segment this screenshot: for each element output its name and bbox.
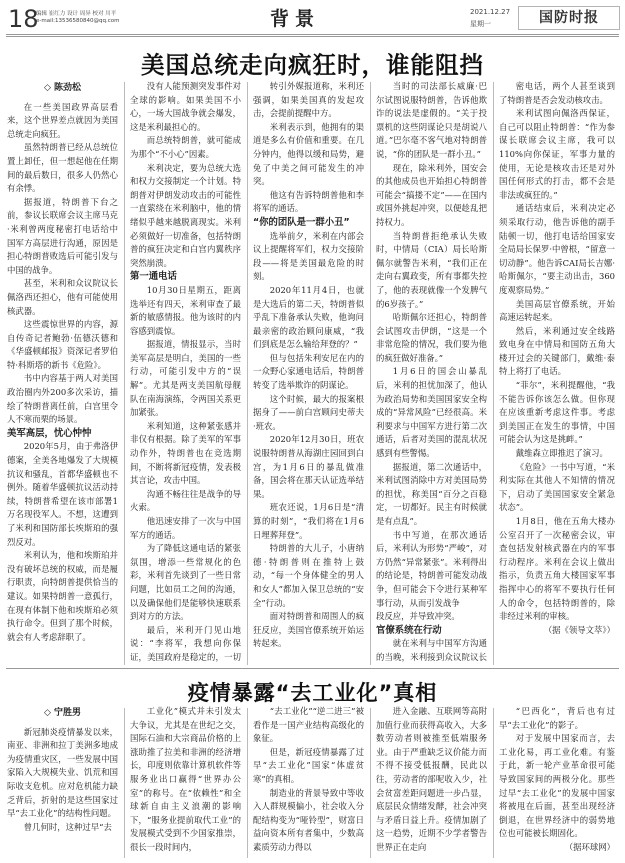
article1-subhead-1: 美军高层，忧心忡忡 [7, 427, 92, 439]
paragraph: 对于发展中国家而言，去工业化易，再工业化难。有鉴于此，新一轮产业革命很可能导致国家间的两极分化。那些过早“去工业化”的发展中国家将被甩在后面，甚至出现经济倒退，在世界经济中的弱势地位也可能被长期固化。 [499, 733, 615, 839]
article2-column-4 [376, 705, 487, 861]
paragraph: 为了降低这通电话的紧张氛围，增添一些常规化的色彩，米利首先谈到了一些日常问题，比如员工之间的沟通，以及确保他们是能够快速联系到对方的方法。 [130, 543, 241, 622]
paragraph: 米利认为，他和埃斯珀并没有破坏总统的权威，而是履行职责，向特朗普提供恰当的建议。如果特朗普一意孤行，在现有体制下他和埃斯珀必须执行命令。但到了那个时候，就会有人考虑辞职了。 [7, 550, 118, 642]
paragraph: 米利试图向佩洛西保证，自己可以阻止特朗普：“作为参谋长联席会议主席，我可以110%向你保证，军事力量的使用，无论是核攻击还是对外国任何形式的打击，都不会是非法或疯狂的。” [499, 108, 615, 200]
paragraph: 特朗普的大儿子，小唐纳德·特朗普则在推特上鼓动，“每一个身体健全的男人和女人”都加入保卫总统的“安全”行动。 [253, 543, 364, 608]
paper-logo: 国防时报 [518, 6, 620, 30]
paragraph: 2020年5月，由于弗洛伊德案，全美各地爆发了大规模抗议和骚乱，首都华盛顿也不例外。随着华盛顿抗议活动持续，特朗普希望在该市部署1万名现役军人。不想，这遭到了米利和国防部长埃斯珀的强烈反对。 [7, 441, 118, 547]
article2-column-5 [499, 705, 615, 861]
article1-byline: ◇ 陈劲松 [43, 83, 82, 93]
column-divider [493, 82, 494, 665]
column-divider [247, 708, 248, 858]
paragraph: 美国高层官僚系统，开始高速运转起来。 [499, 298, 615, 323]
paragraph: 但与包括朱利安尼在内的一众野心家通电话后，特朗普转变了选举欺诈的阴谋论。 [253, 352, 364, 391]
column-divider [370, 708, 371, 858]
paragraph: 没有人能预测突发事件对全球的影响。如果美国不小心，一场大国战争就会爆发，这是米利最担心的。 [130, 81, 241, 132]
paragraph: 通话结束后，米利决定必须采取行动，他告诉他的副手陆顿一切，他打电话给国家安全局局长保罗·中曾根，“留意一切动静”。他告诉CAI局长吉娜·哈斯佩尔，“要主动出击，360度观察局势。” [499, 203, 615, 295]
article1-column-1 [7, 80, 118, 665]
column-divider [247, 82, 248, 665]
paragraph: 1月6日的国会山暴乱后，米利的担忧加深了，他认为政治局势和美国国家安全构成的“异常风险”已经很高。米利要求与中国军方进行第二次通话，后者对美国的混乱状况感到有些警惕。 [376, 366, 487, 459]
paragraph: 2020年12月30日，班农说服特朗普从海湖庄园回到白宫，为1月6日的暴乱做准备，国会将在那天认证选举结果。 [253, 434, 364, 499]
paragraph: 进入金融、互联网等高附加值行业而获得高收入，大多数劳动者则被推至低端服务业。由于严重缺乏议价能力而不得不接受低报酬，民此以往，劳动者的部呢收入少，社会贫富差距问题进一步凸显，底层民众情绪发酵，社会冲突与矛盾日益上升。疫情加剧了这一趋势，近期不少学者警告世界正在走向 [376, 706, 487, 852]
paragraph: 选举前夕，米利在内部会议上提醒将军们，权力交接阶段——将是美国最危险的时刻。 [253, 230, 364, 282]
column-divider [370, 82, 371, 665]
paragraph: 工业化”模式并未引发太大争议，尤其是在世纪之交，国际石油和大宗商品价格的上涨助推了拉美和非洲的经济增长，印度则依靠计算机软件等服务业出口赢得“世界办公室”的称号。在“依赖性”和全球新自由主义浪潮的影响下，“服务业提前取代工业”的发展模式受到不少国家推崇，很长一段时间内， [130, 706, 241, 852]
article1-column-4-continuation: 段反应，并导致冲突。 [376, 611, 460, 622]
paragraph: 《危险》一书中写道，“米利实际在其他人不知情的情况下，启动了美国国家安全紧急状态”。 [499, 461, 615, 513]
paragraph: 这些震惊世界的内容，源自传奇记者鲍勃·伍德沃德和《华盛顿邮报》资深记者罗伯特·科斯塔的新书《危险》。 [7, 319, 118, 370]
paragraph: 但是，新冠疫情暴露了过早“去工业化”国家“体虚贫寒”的真相。 [253, 746, 364, 784]
paragraph: 而总统特朗普，就可能成为那个“不小心”因素。 [130, 135, 241, 159]
paragraph: 虽然特朗普已经从总统位置上卸任，但一想起他在任期间的最后数日，很多人仍然心有余悸。 [7, 142, 118, 194]
masthead-rule [6, 34, 619, 35]
article1-subhead-2: 第一通电话 [130, 271, 177, 283]
paragraph: “去工业化”“逆二进三”被看作是一国产业结构高级化的象征。 [253, 706, 364, 744]
paragraph: 据报道，特朗普下台之前，参议长联席会议主席马克·米利曾两度秘密打电话给中国军方高层进行沟通，原因是担心特朗普败选后可能引发与中国的战争。 [7, 196, 118, 275]
article1-signature: （据《领导文萃》） [543, 624, 615, 635]
paragraph: 面对特朗普和周围人的疯狂反应，美国官僚系统开始运转起来。 [253, 611, 364, 649]
article1-column-5 [499, 80, 615, 665]
paragraph: 就在米利与中国军方沟通的当晚，米利接到众议院议长 [376, 638, 487, 662]
paragraph: 转引外媒报道称，米利还强调，如果美国真的发起攻击，会提前提醒中方。 [253, 81, 364, 119]
article2-byline: ◇ 宁胜男 [43, 708, 82, 718]
paragraph: 他迅速安排了一次与中国军方的通话。 [130, 516, 241, 540]
article2-signature: （据环球网） [564, 841, 615, 852]
paragraph: 最后，米利开门见山地说：“李将军，我想向你保证，美国政府是稳定的，一切 [130, 624, 241, 662]
issue-weekday: 星期一 [470, 20, 491, 28]
paragraph: 密电话，两个人甚至谈到了特朗普是否会发动核攻击。 [499, 81, 615, 105]
article1-column-4 [376, 80, 487, 665]
paragraph: “菲尔”，米利提醒他，“我不能告诉你该怎么做。但你现在应该重新考虑这件事。考虑到美国正在发生的事情，中国可能会认为这是挑衅。” [499, 380, 615, 445]
paragraph: 制造业的背景导致中等收入人群规模偏小，社会收入分配结构变为“哑铃型”，财富日益向资本所有者集中，少数高素质劳动力得以 [253, 787, 364, 852]
paragraph: 1月8日，他在五角大楼办公室召开了一次秘密会议，审查包括发射核武器在内的军事行动程序。米利在会议上做出指示，负责五角大楼国家军事指挥中心的将军不要执行任何人的命令，包括特朗普的，除非经过米利的审核。 [499, 516, 615, 622]
column-divider [124, 708, 125, 858]
paragraph: 书中写道，在那次通话后，米利认为形势“严峻”，对方仍然“异常紧张”。米利得出的结论是，特朗普可能发动战争，但可能会下令进行某种军事行动，从而引发战争 [376, 529, 487, 608]
paragraph: 这个时候，最大的报案根据身了——前白宫顾问史蒂夫·班农。 [253, 393, 364, 431]
paragraph: 班农还说，1月6日是“清算的时刻”，“我们将在1月6日埋葬拜登”。 [253, 502, 364, 540]
article1-headline: 美国总统走向疯狂时，谁能阻挡 [141, 51, 484, 79]
page-number: 18 [8, 5, 39, 33]
paragraph: 2020年11月4日，也就是大选后的第二天，特朗普似乎乱下准备承认失败，他询问最亲密的政治顾问康威，“我们到底是怎么输给拜登的？” [253, 284, 364, 350]
article1-column-3 [253, 80, 364, 665]
paragraph: 书中内容基于两人对美国政治圈内外200多次采访，描绘了特朗普离任前，白宫里令人不寒而栗的场景。 [7, 373, 118, 425]
article2-column-2 [130, 705, 241, 861]
article2-column-3 [253, 705, 364, 861]
article1-column-2 [130, 80, 241, 665]
article2-column-1 [7, 705, 118, 861]
section-title: 背景 [270, 8, 321, 30]
paragraph: 现在，除米利外，国安会的其他成员也开始担心特朗普可能会“搞搂不定”——在国内或国外挑起冲突，以便趁乱把持权力。 [376, 162, 487, 227]
paragraph: 米利表示到，他拥有的渠道是多么有价值和重要。在几分钟内，他得以缓和局势，避免了中美之间可能发生的冲突。 [253, 121, 364, 187]
paragraph: 新冠肺炎疫情暴发以来，南亚、非洲和拉丁美洲多地成为疫情重灾区，一些发展中国家陷入大规模失业、饥荒和国际收支危机。应对危机能力缺乏背后，折射的是这些国家过早“去工业化”的结构性问题。 [7, 726, 118, 819]
paragraph: 米利决定，要为总统大选和权力交接制定一个计划。特朗普对伊朗发动攻击的可能性一直萦绕在米利脑中，他的情绪似乎越来越脱离现实。米利必须做好一切准备，包括特朗普的疯狂决定和白宫内翼秩序突然崩溃。 [130, 162, 241, 268]
paragraph: 据报道，情报显示，当时美军高层是明白，美国的一些行动，可能引发中方的“误解”。尤其是两支美国航母舰队在南海演练，令两国关系更加紧张。 [130, 339, 241, 418]
paragraph: 哈斯佩尔还担心，特朗普会试图攻击伊朗，“这是一个非常危险的情况，我们要为他的疯狂做好准备。” [376, 312, 487, 363]
paragraph: 米利知道，这种紧张感并非仅有根据。除了美军的军事动作外，特朗普也在竞选期间，不断将新冠疫情，发表极其言论，攻击中国。 [130, 420, 241, 486]
column-divider [493, 708, 494, 858]
article1-subhead-3: “你的团队是一群小丑” [253, 216, 350, 228]
article-separator [6, 668, 619, 669]
paragraph: 他这有告诉特朗普他和李将军的通话。 [253, 189, 364, 214]
article2-headline: 疫情暴露“去工业化”真相 [187, 681, 438, 705]
paragraph: 曾几何时，这种过早“去 [23, 821, 112, 832]
paragraph: 10月30日星期五，距离选举还有四天，米利审查了最新的敏感情报。他为该时的内容感到震惊。 [130, 284, 241, 336]
paragraph: 沟通不畅往往是战争的导火索。 [130, 488, 241, 513]
paragraph: 甚至，米利和众议院议长佩洛西还担心，他有可能使用核武器。 [7, 278, 118, 316]
paragraph: 当时的司法部长威廉·巴尔试图说服特朗普，告诉他欺诈的说法是虚假的。“关于投票机的这些阴谋论只是胡说八道。”巴尔毫不客气地对特朗普说，“你的团队是一群小丑。” [376, 81, 487, 159]
paragraph: 然后，米利通过安全线路致电身在中情局和国防五角大楼开过会的关键部门，戴维·泰特上将打了电话。 [499, 325, 615, 377]
paragraph: 在一些美国政界高层看来，这个世界差点就因为美国总统走向疯狂。 [7, 101, 118, 139]
email-line: e-mail:13536580840@qq.com [36, 18, 120, 24]
issue-date: 2021.12.27 [470, 8, 511, 16]
paragraph: 戴维森立即推迟了演习。 [515, 448, 608, 459]
masthead-rule-thin [6, 36, 619, 37]
editors-line: 编辑 崔红力 设计 周异 校对 川平 [36, 11, 117, 17]
paragraph: 当特朗普拒绝承认失败时，中情局（CIA）局长哈斯佩尔就警告米利，“我们正在走向右翼政变，所有事都失控了，他的表现就像一个发脾气的6岁孩子。” [376, 230, 487, 309]
paragraph: “巴西化”，背后也有过早“去工业化”的影子。 [499, 706, 615, 730]
paragraph: 据报道，第二次通话中，米利试图消除中方对美国局势的担忧，称美国“百分之百稳定，一切都好。民主有时候就是有点乱”。 [376, 461, 487, 526]
article1-subhead-4: 官僚系统在行动 [376, 624, 442, 636]
column-divider [124, 82, 125, 665]
